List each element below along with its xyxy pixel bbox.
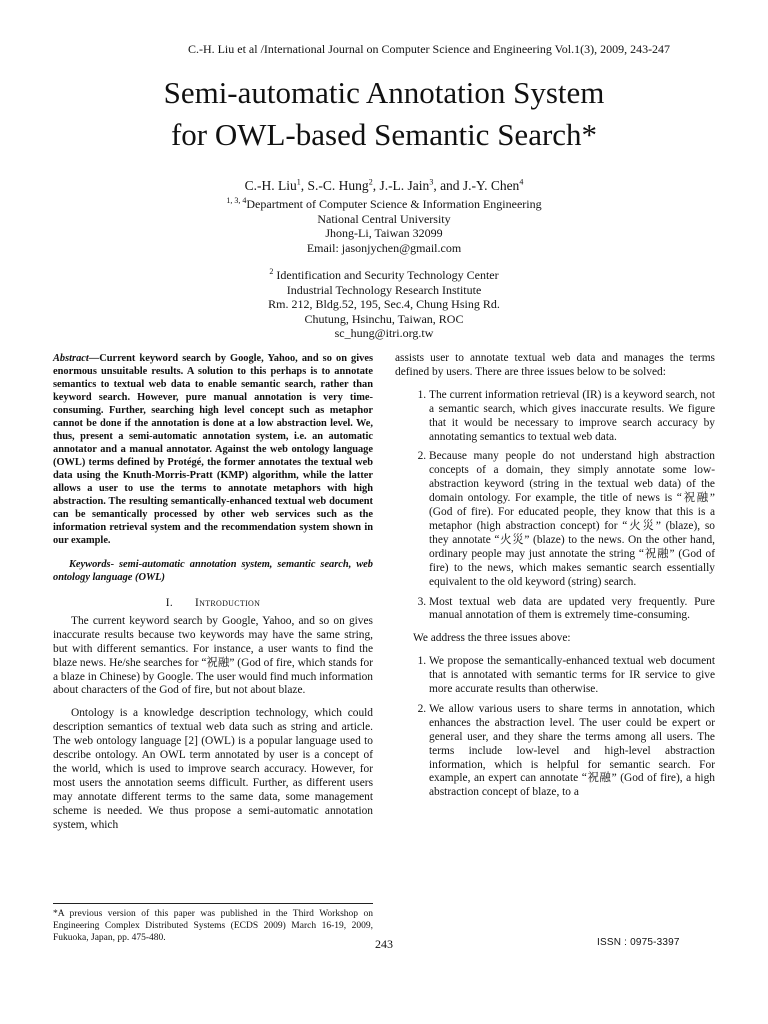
affiliation-email: Email: jasonjychen@gmail.com (306, 240, 462, 255)
list-item: 2. We allow various users to share terms in annotation, which enhances the abstraction level. The user could be expert or general user, and they share the terms among all users. The terms include low-level and high-level abstraction information, which is helpful for semantic search. For example, an expert can annotate “祝融” (God of fire), a high abstraction concept of blaze, to a (429, 703, 715, 800)
intro-paragraph-2: Ontology is a knowledge description technology, which could description semantics of textual web data such as string and article. The web ontology language [2] (OWL) is a popular language used to describe ontology. An OWL term annotated by user is a concept of the world, which is used to improve search accuracy. However, for most users the annotation seems difficult. Further, as different users may annotate different terms to the same data, some management scheme is needed. We thus propose a semi-automatic annotation system, which (53, 707, 373, 831)
author-sup: 3 (429, 177, 434, 187)
right-column (395, 352, 715, 806)
author-list (0, 178, 768, 194)
author-name: , and J.-Y. Chen (433, 178, 520, 193)
section-number: I. (165, 597, 174, 609)
footnote-divider (53, 903, 373, 904)
affiliation-email: sc_hung@itri.org.tw (334, 326, 434, 340)
issues-list (395, 389, 715, 624)
paper-title (0, 72, 768, 156)
list-item: 3. Most textual web data are updated very frequently. Pure manual annotation of them is extremely time-consuming. (429, 596, 715, 624)
affiliation-institute: Industrial Technology Research Institute (286, 282, 482, 297)
left-column (53, 352, 373, 842)
author-sup: 2 (368, 177, 373, 187)
author-sup: 4 (519, 177, 524, 187)
abstract (53, 352, 373, 547)
abstract-lead: Abstract (53, 353, 89, 364)
solutions-list (395, 655, 715, 800)
list-item: 1. We propose the semantically-enhanced textual web document that is annotated with semantic terms for IR service to give more accurate results than otherwise. (429, 655, 715, 697)
affiliation-city: Chutung, Hsinchu, Taiwan, ROC (304, 311, 464, 326)
section-heading (53, 597, 373, 611)
affiliation-city: Jhong-Li, Taiwan 32099 (325, 226, 443, 240)
affiliation-2 (0, 268, 768, 341)
section-title: Introduction (195, 597, 261, 609)
list-item: 2. Because many people do not understand high abstraction concepts of a domain, they simply annotate some low-abstraction keyword (string in the textual web data) of the domain ontology. For example, the title of news is “祝融” (God of fire). For educated people, they know that this is a metaphor (high abstraction concept) for “火災” (blaze), so they annotate “火災” (blaze) to the news. On the other hand, ordinary people may just annotate the string “祝融” (God of fire) to the news, which makes semantic search essentially equivalent to the old keyword (string) search. (429, 450, 715, 589)
intro-paragraph-1: The current keyword search by Google, Yahoo, and so on gives inaccurate results because two keywords may have the same string, but with different semantics. For instance, a user wants to find the blaze news. He/she searches for “祝融” (God of fire, which stands for a blaze in Chinese) by Google. The user would find much information about characters of the God of fire, but not about blaze. (53, 614, 373, 697)
affiliation-sup: 1, 3, 4 (226, 196, 247, 205)
running-head: C.-H. Liu et al /International Journal on Computer Science and Engineering Vol.1(3), 2009, 243-247 (187, 42, 671, 56)
author-name: C.-H. Liu (244, 178, 297, 193)
affiliation-center: Identification and Security Technology Center (273, 268, 499, 282)
title-line-1: Semi-automatic Annotation System (163, 75, 605, 110)
body-paragraph: assists user to annotate textual web data and manages the terms defined by users. There are three issues below to be solved: (395, 352, 715, 378)
affiliation-address: Rm. 212, Bldg.52, 195, Sec.4, Chung Hsing Rd. (268, 297, 500, 311)
affiliation-1 (0, 197, 768, 255)
footnote: *A previous version of this paper was published in the Third Workshop on Engineering Complex Distributed Systems (ECDS 2009) March 16-19, 2009, Fukuoka, Japan, pp. 475-480. (53, 909, 373, 943)
affiliation-sup: 2 (269, 267, 274, 276)
list-item: 1. The current information retrieval (IR) is a keyword search, not a semantic search, which gives inaccurate results. We figure that it would be necessary to improve search accuracy by annotating semantics to textual web data. (429, 389, 715, 445)
author-name: , S.-C. Hung (300, 178, 369, 193)
keywords: Keywords- semi-automatic annotation system, semantic search, web ontology language (OWL) (53, 559, 373, 583)
affiliation-dept: Department of Computer Science & Information Engineering (246, 197, 542, 211)
author-name: , J.-L. Jain (372, 178, 430, 193)
page-number: 243 (375, 937, 393, 951)
body-paragraph: We address the three issues above: (413, 632, 571, 645)
title-line-2: for OWL-based Semantic Search* (170, 117, 598, 152)
issn-label: ISSN : 0975-3397 (597, 937, 680, 948)
affiliation-university: National Central University (317, 211, 451, 226)
author-sup: 1 (296, 177, 301, 187)
abstract-text: —Current keyword search by Google, Yahoo, and so on gives enormous unsuitable results. A solution to this perhaps is to annotate semantics to textual web data to enable semantic search, rather than keyword search. However, pure manual annotation is very time-consuming. Further, searching high level concept such as metaphor cannot be done if the annotation is done at a low abstraction level. We, thus, present a semi-automatic annotation system, i.e. an automatic annotator and a manual annotator. Against the web ontology language (OWL) terms defined by Protégé, the former annotates the textual web data using the Knuth-Morris-Pratt (KMP) algorithm, while the latter allows a user to use the terms to annotate metaphors with high abstraction. The resulting semantically-enhanced textual web document can be semantically processed by other web services such as the information retrieval system and the recommendation system shown in our example. (53, 353, 373, 546)
